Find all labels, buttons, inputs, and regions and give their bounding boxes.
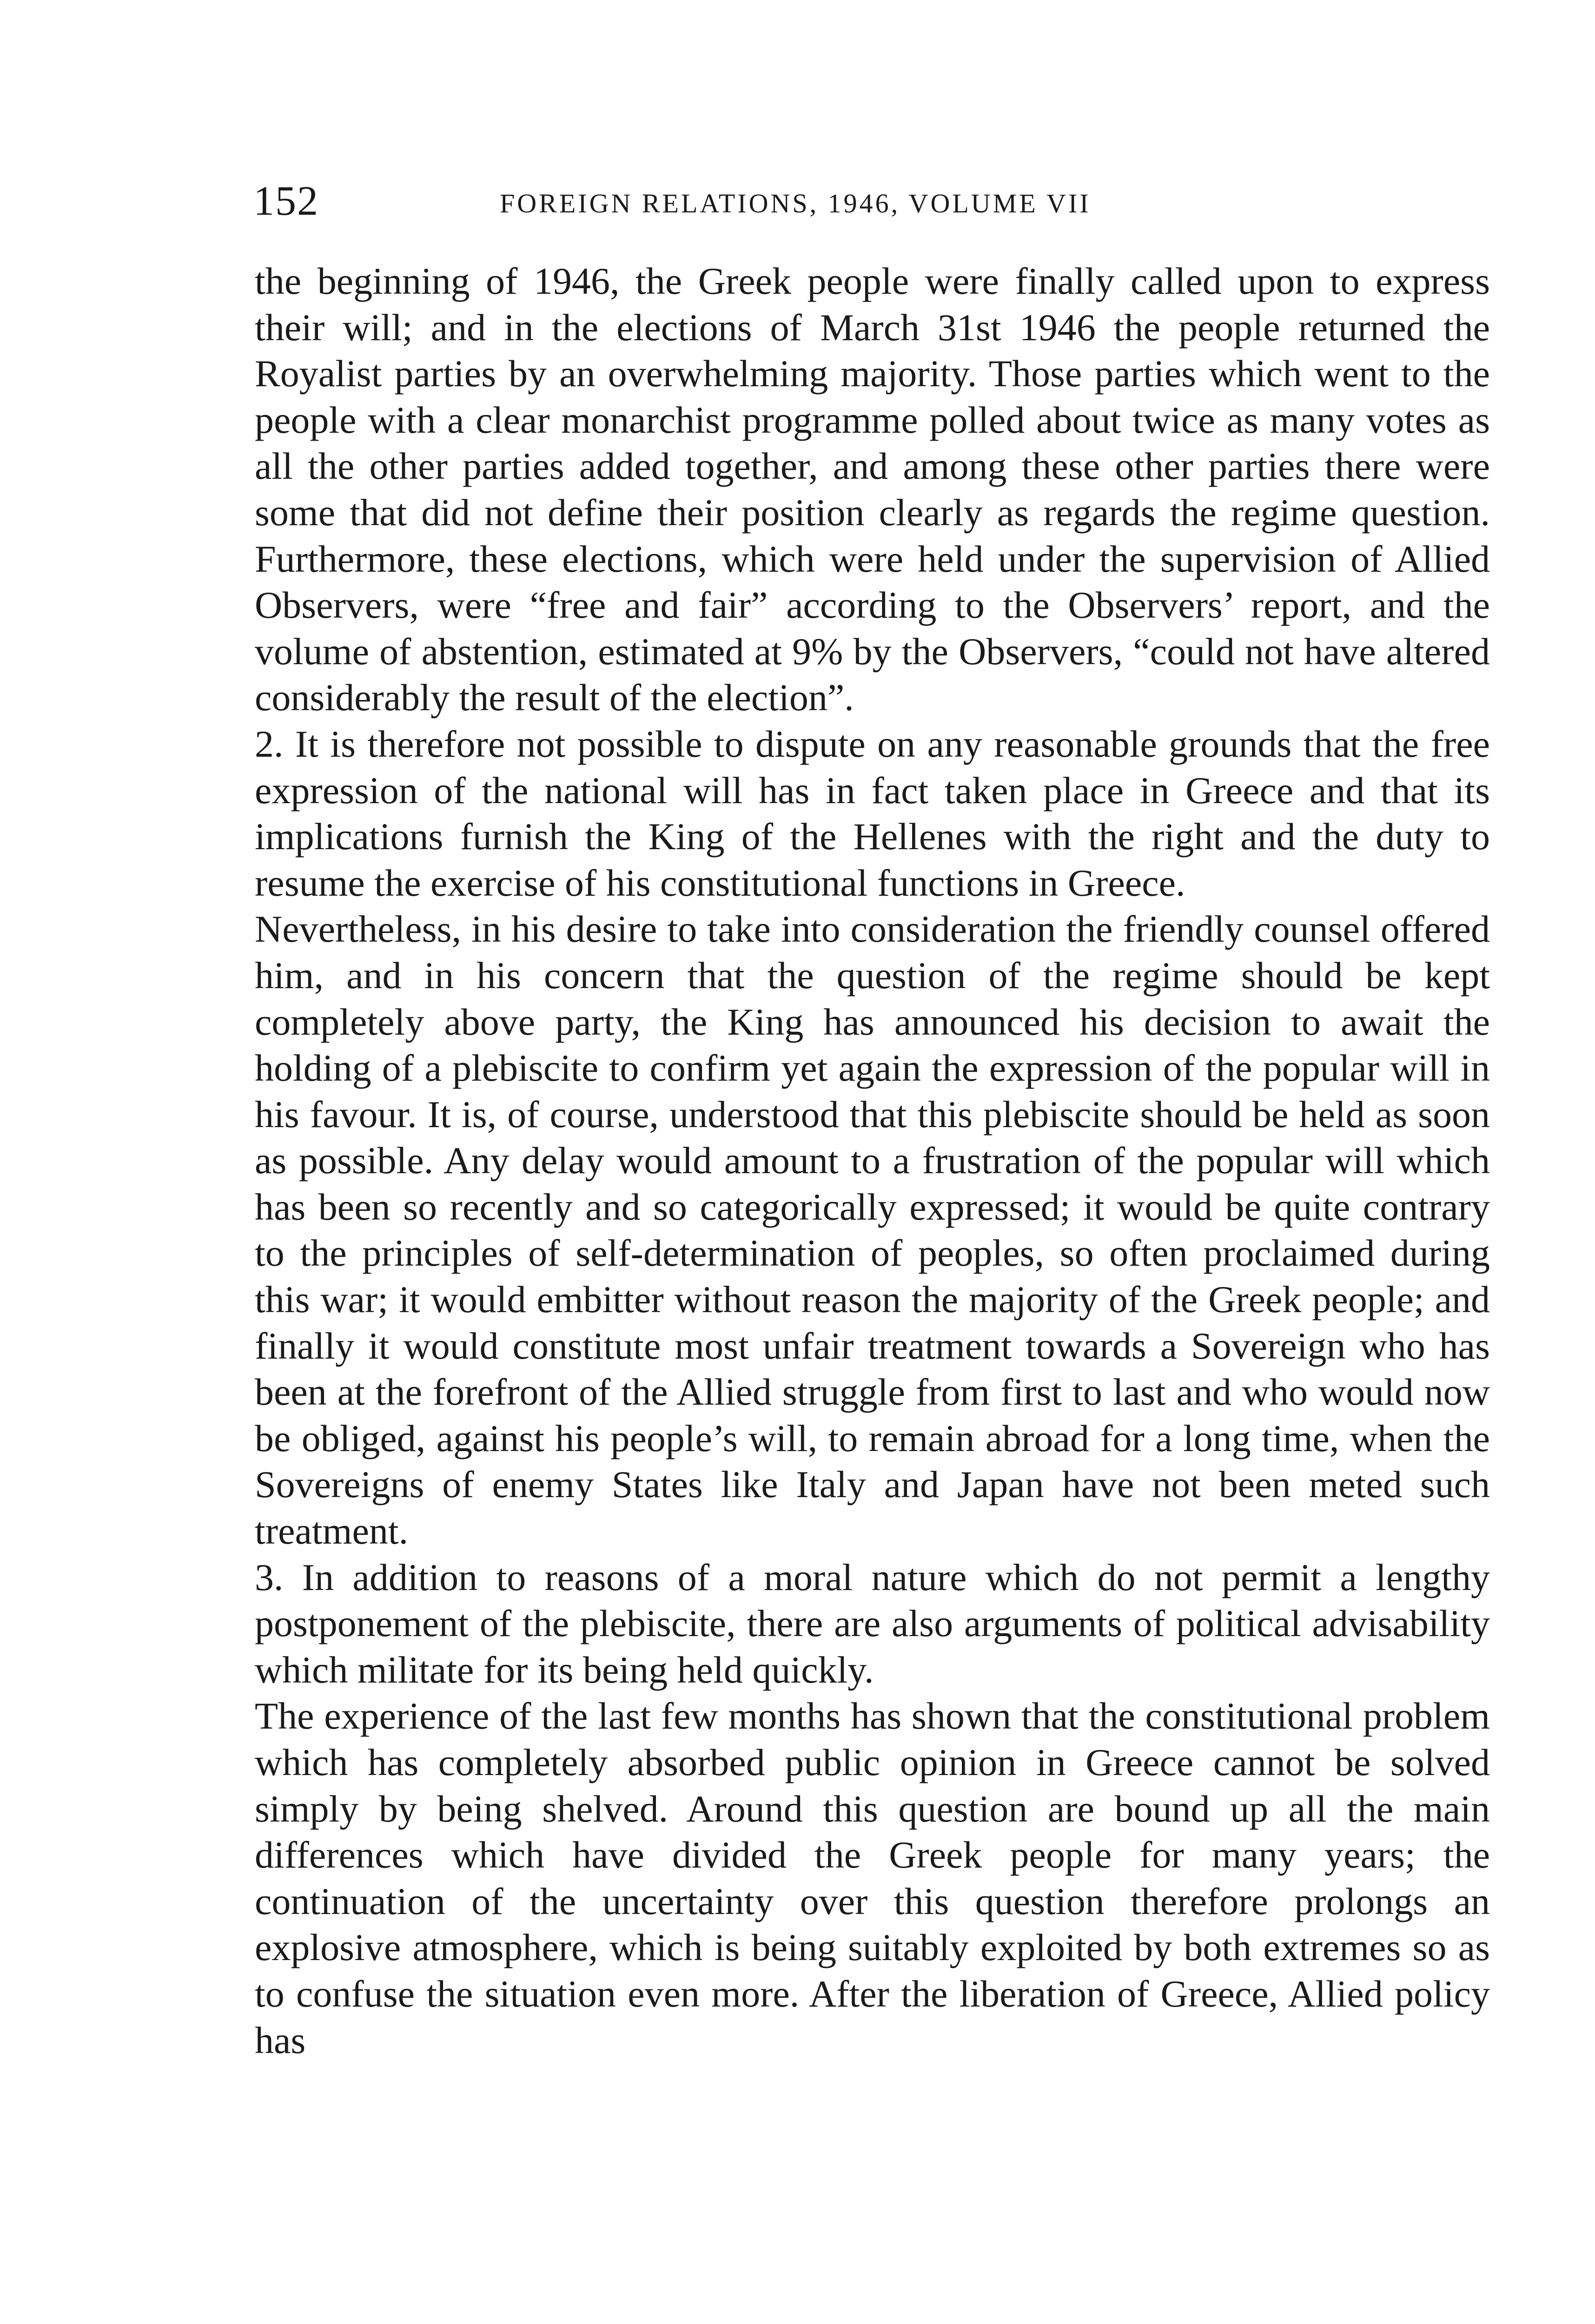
body-text bbox=[255, 258, 1490, 2063]
running-head bbox=[253, 176, 1490, 227]
running-title: FOREIGN RELATIONS, 1946, VOLUME VII bbox=[500, 188, 1091, 218]
paragraph-point-3: 3. In addition to reasons of a moral nature which do not permit a lengthy postponement of the plebiscite, there are also arguments of political advisability which militate for its being held quickly. bbox=[255, 1556, 1490, 1691]
paragraph-point-2: 2. It is therefore not possible to dispute on any reasonable grounds that the free expression of the national will has in fact taken place in Greece and that its implications furnish the King of the Hellenes with the right and the duty to resume the exercise of his constitutional functions in Greece. bbox=[255, 722, 1490, 904]
paragraph-plebiscite: Nevertheless, in his desire to take into consideration the friendly counsel offered him, and in his concern that the question of the regime should be kept completely above party, the King has announced his decision to await the holding of a plebiscite to confirm yet again the expression of the popular will in his favour. It is, of course, understood that this plebiscite should be held as soon as possible. Any delay would amount to a frustration of the popular will which has been so recently and so categorically expressed; it would be quite contrary to the principles of self-determination of peoples, so often proclaimed during this war; it would embitter without reason the majority of the Greek people; and finally it would constitute most unfair treatment towards a Sovereign who has been at the forefront of the Allied struggle from first to last and who would now be obliged, against his people’s will, to remain abroad for a long time, when the Sovereigns of enemy States like Italy and Japan have not been meted such treatment. bbox=[255, 908, 1490, 1552]
paragraph-elections: the beginning of 1946, the Greek people were finally called upon to express their will; and in the elections of March 31st 1946 the people returned the Royalist parties by an overwhelming majority. Those parties which went to the people with a clear monarchist programme polled about twice as many votes as all the other parties added together, and among these other parties there were some that did not define their position clearly as regards the regime question. Furthermore, these elections, which were held under the supervision of Allied Observers, were “free and fair” according to the Observers’ report, and the volume of abstention, estimated at 9% by the Observers, “could not have altered considerably the result of the election”. bbox=[255, 260, 1490, 719]
paragraph-experience: The experience of the last few months has shown that the constitutional problem which has completely absorbed public opinion in Greece cannot be solved simply by being shelved. Around this question are bound up all the main differences which have divided the Greek people for many years; the continuation of the uncertainty over this question therefore prolongs an explosive atmosphere, which is being suitably exploited by both extremes so as to confuse the situation even more. After the liberation of Greece, Allied policy has bbox=[255, 1695, 1490, 2061]
page-number: 152 bbox=[253, 178, 319, 224]
